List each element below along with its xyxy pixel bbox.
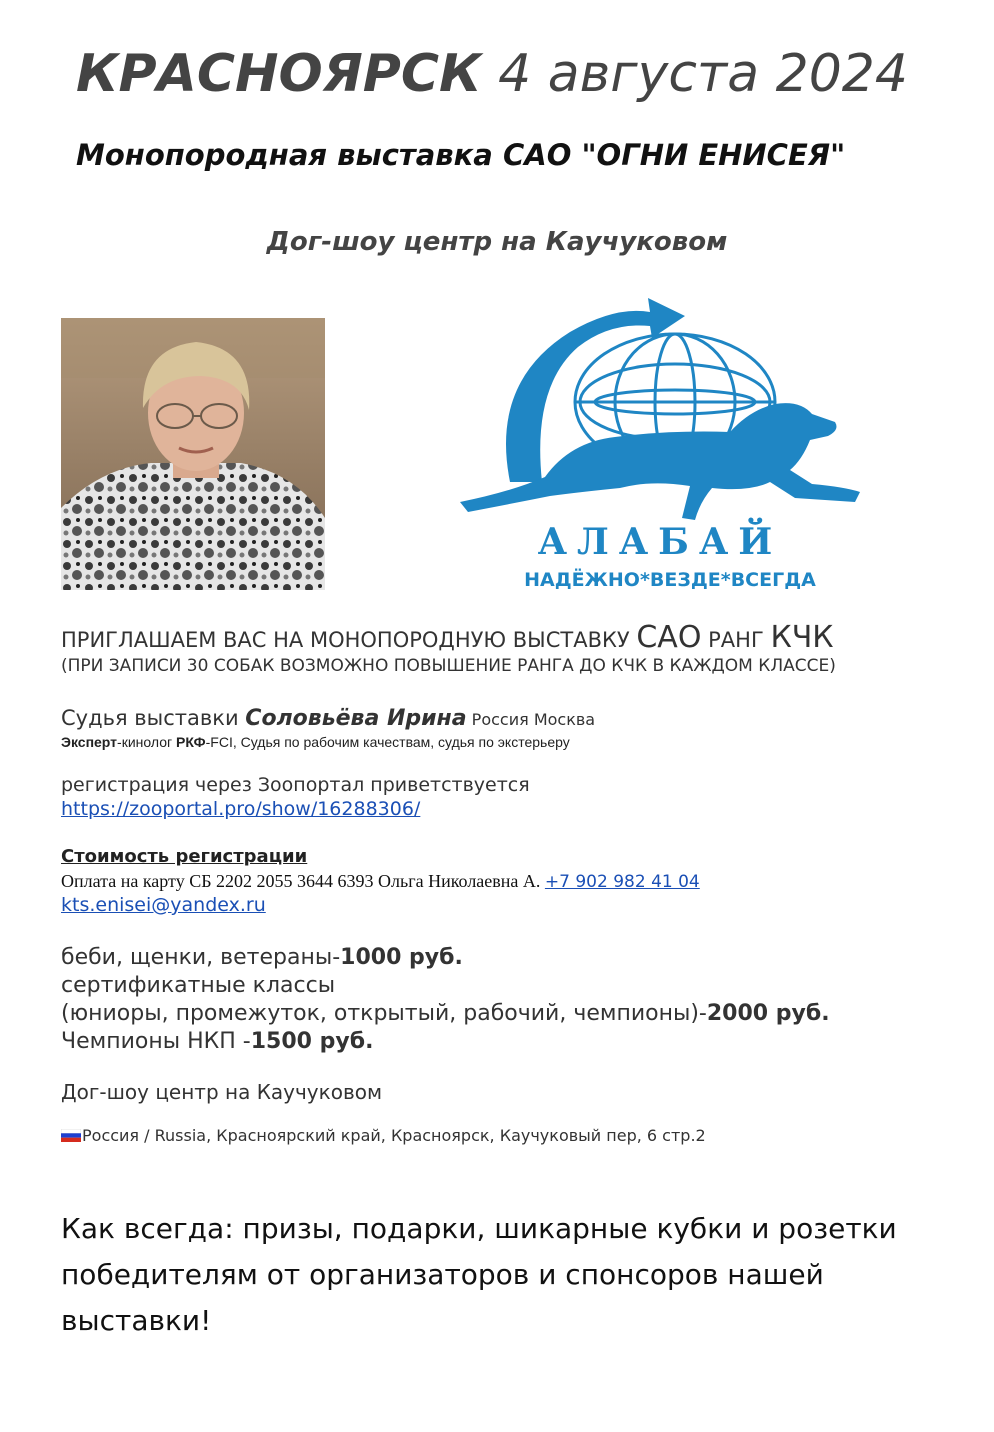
address-text: Россия / Russia, Красноярский край, Красноярск, Каучуковый пер, 6 стр.2	[82, 1126, 706, 1145]
alabai-logo	[450, 292, 870, 597]
cost-heading: Стоимость регистрации	[61, 846, 308, 867]
price-label-nkp: Чемпионы НКП -	[61, 1029, 251, 1054]
venue-name: Дог-шоу центр на Каучуковом	[61, 1080, 383, 1104]
logo-brand: АЛАБАЙ	[537, 521, 783, 563]
logo-slogan: НАДЁЖНО*ВЕЗДЕ*ВСЕГДА	[524, 569, 816, 591]
credential-cynologist: -кинолог	[117, 734, 176, 750]
price-value-classes: 2000 руб.	[706, 1001, 830, 1026]
credential-fci: -FCI, Судья по рабочим качествам, судья по экстерьеру	[205, 734, 570, 750]
closing-message: Как всегда: призы, подарки, шикарные кубки и розетки победителям от организаторов и спонсоров нашей выставки!	[61, 1212, 897, 1337]
invitation-text: ПРИГЛАШАЕМ ВАС НА МОНОПОРОДНУЮ ВЫСТАВКУ	[61, 628, 637, 652]
venue-heading: Дог-шоу центр на Каучуковом	[266, 227, 728, 257]
invitation-line	[61, 620, 834, 655]
price-line-cert: сертификатные классы	[61, 973, 336, 998]
price-list	[61, 944, 830, 1056]
event-date: 4 августа 2024	[498, 44, 908, 104]
judge-credentials	[61, 734, 570, 750]
judge-photo	[61, 318, 325, 590]
email-link[interactable]: kts.enisei@yandex.ru	[61, 894, 266, 916]
russia-flag-icon	[61, 1129, 81, 1142]
payment-line	[61, 871, 700, 892]
price-label-classes: (юниоры, промежуток, открытый, рабочий, чемпионы)-	[61, 1001, 707, 1026]
rank-code: КЧК	[770, 620, 834, 655]
price-line-nkp	[61, 1028, 830, 1056]
price-line-baby	[61, 944, 830, 972]
price-value-nkp: 1500 руб.	[250, 1029, 374, 1054]
event-city: КРАСНОЯРСК	[76, 44, 482, 104]
invitation-note: (ПРИ ЗАПИСИ 30 СОБАК ВОЗМОЖНО ПОВЫШЕНИЕ РАНГА ДО КЧК В КАЖДОМ КЛАССЕ)	[61, 656, 836, 676]
price-line-classes	[61, 1000, 830, 1028]
payment-details: Оплата на карту СБ 2202 2055 3644 6393 Ольга Николаевна А.	[61, 871, 545, 891]
phone-link[interactable]: +7 902 982 41 04	[544, 872, 700, 892]
credential-rkf: РКФ	[175, 734, 206, 750]
registration-link[interactable]: https://zooportal.pro/show/16288306/	[61, 798, 421, 820]
event-subtitle: Монопородная выставка САО "ОГНИ ЕНИСЕЯ"	[76, 138, 846, 172]
rank-word: РАНГ	[701, 628, 771, 652]
credential-expert: Эксперт	[61, 734, 118, 750]
price-value-baby: 1000 руб.	[340, 945, 463, 970]
event-title	[76, 44, 908, 104]
venue-address	[61, 1126, 706, 1145]
judge-location: Россия Москва	[466, 710, 596, 729]
registration-text: регистрация через Зоопортал приветствуется	[61, 774, 530, 796]
judge-label: Судья выставки	[61, 706, 246, 730]
judge-name: Соловьёва Ирина	[245, 706, 467, 731]
judge-line	[61, 706, 595, 731]
breed-code: САО	[636, 620, 702, 655]
price-label-baby: беби, щенки, ветераны-	[61, 945, 341, 970]
